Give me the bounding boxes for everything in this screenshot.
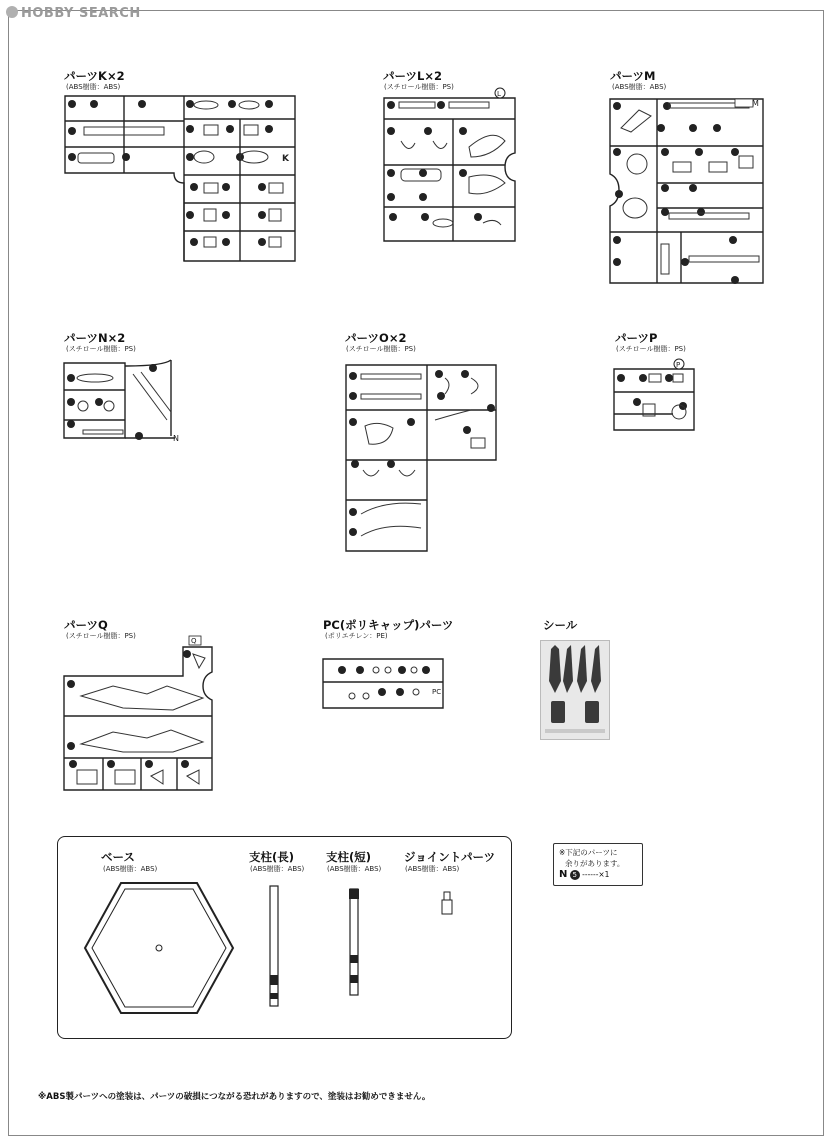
runner-m-title: パーツM bbox=[610, 69, 656, 83]
joint-material: (ABS樹脂：ABS) bbox=[405, 865, 460, 873]
joint-title: ジョイントパーツ bbox=[404, 850, 496, 864]
base-title: ベース bbox=[101, 850, 135, 864]
runner-m bbox=[609, 98, 764, 284]
runner-pc-title: PC(ポリキャップ)パーツ bbox=[323, 618, 454, 632]
base-material: (ABS樹脂：ABS) bbox=[103, 865, 158, 873]
runner-o bbox=[345, 364, 497, 552]
spare-note-part bbox=[559, 869, 637, 880]
runner-m-material: (ABS樹脂：ABS) bbox=[612, 83, 667, 91]
pillar-short-title: 支柱(短) bbox=[326, 850, 372, 864]
runner-k-title: パーツK×2 bbox=[64, 69, 125, 83]
spare-part-number: 5 bbox=[570, 870, 580, 880]
pillar-long-drawing bbox=[267, 885, 281, 1007]
runner-pc bbox=[322, 658, 444, 710]
runner-l-tag: L bbox=[497, 90, 501, 98]
watermark-logo-icon bbox=[6, 6, 18, 18]
runner-pc-tag: PC bbox=[432, 688, 442, 696]
runner-q bbox=[63, 637, 213, 792]
runner-pc-material: (ポリエチレン：PE) bbox=[325, 632, 388, 640]
runner-l bbox=[383, 90, 516, 242]
spare-part-letter: N bbox=[559, 869, 568, 880]
runner-o-title: パーツO×2 bbox=[345, 331, 407, 345]
sticker-sheet bbox=[540, 640, 610, 740]
spare-note-line2: 余りがあります。 bbox=[565, 859, 625, 868]
pillar-short-material: (ABS樹脂：ABS) bbox=[327, 865, 382, 873]
runner-n-title: パーツN×2 bbox=[64, 331, 126, 345]
runner-n bbox=[63, 362, 185, 442]
runner-m-tag: M bbox=[752, 99, 759, 108]
pillar-long-material: (ABS樹脂：ABS) bbox=[250, 865, 305, 873]
runner-p-tag: P bbox=[676, 361, 681, 369]
runner-q-material: (スチロール樹脂：PS) bbox=[66, 632, 136, 640]
spare-parts-note bbox=[553, 843, 643, 886]
runner-o-material: (スチロール樹脂：PS) bbox=[346, 345, 416, 353]
base-hexagon bbox=[83, 881, 235, 1016]
runner-p-title: パーツP bbox=[615, 331, 658, 345]
joint-drawing bbox=[439, 891, 455, 917]
runner-k bbox=[64, 95, 296, 263]
sticker-title: シール bbox=[543, 618, 578, 632]
runner-l-title: パーツL×2 bbox=[383, 69, 443, 83]
runner-n-material: (スチロール樹脂：PS) bbox=[66, 345, 136, 353]
runner-k-tag: K bbox=[282, 154, 289, 164]
runner-n-tag: N bbox=[173, 434, 179, 443]
runner-q-tag: Q bbox=[191, 637, 197, 645]
runner-k-material: (ABS樹脂：ABS) bbox=[66, 83, 121, 91]
pillar-short-drawing bbox=[347, 885, 361, 997]
footer-paint-warning: ※ABS製パーツへの塗装は、パーツの破損につながる恐れがありますので、塗装はお勧めできません。 bbox=[38, 1092, 431, 1102]
runner-p bbox=[613, 361, 695, 432]
pillar-long-title: 支柱(長) bbox=[249, 850, 295, 864]
runner-p-material: (スチロール樹脂：PS) bbox=[616, 345, 686, 353]
spare-part-qty: ------×1 bbox=[582, 870, 610, 879]
runner-l-material: (スチロール樹脂：PS) bbox=[384, 83, 454, 91]
runner-q-title: パーツQ bbox=[64, 618, 108, 632]
spare-note-line1: ※下記のパーツに bbox=[559, 848, 618, 857]
watermark: HOBBY SEARCH bbox=[6, 6, 141, 21]
sticker-artwork bbox=[541, 641, 609, 739]
base-set-box bbox=[57, 836, 512, 1039]
